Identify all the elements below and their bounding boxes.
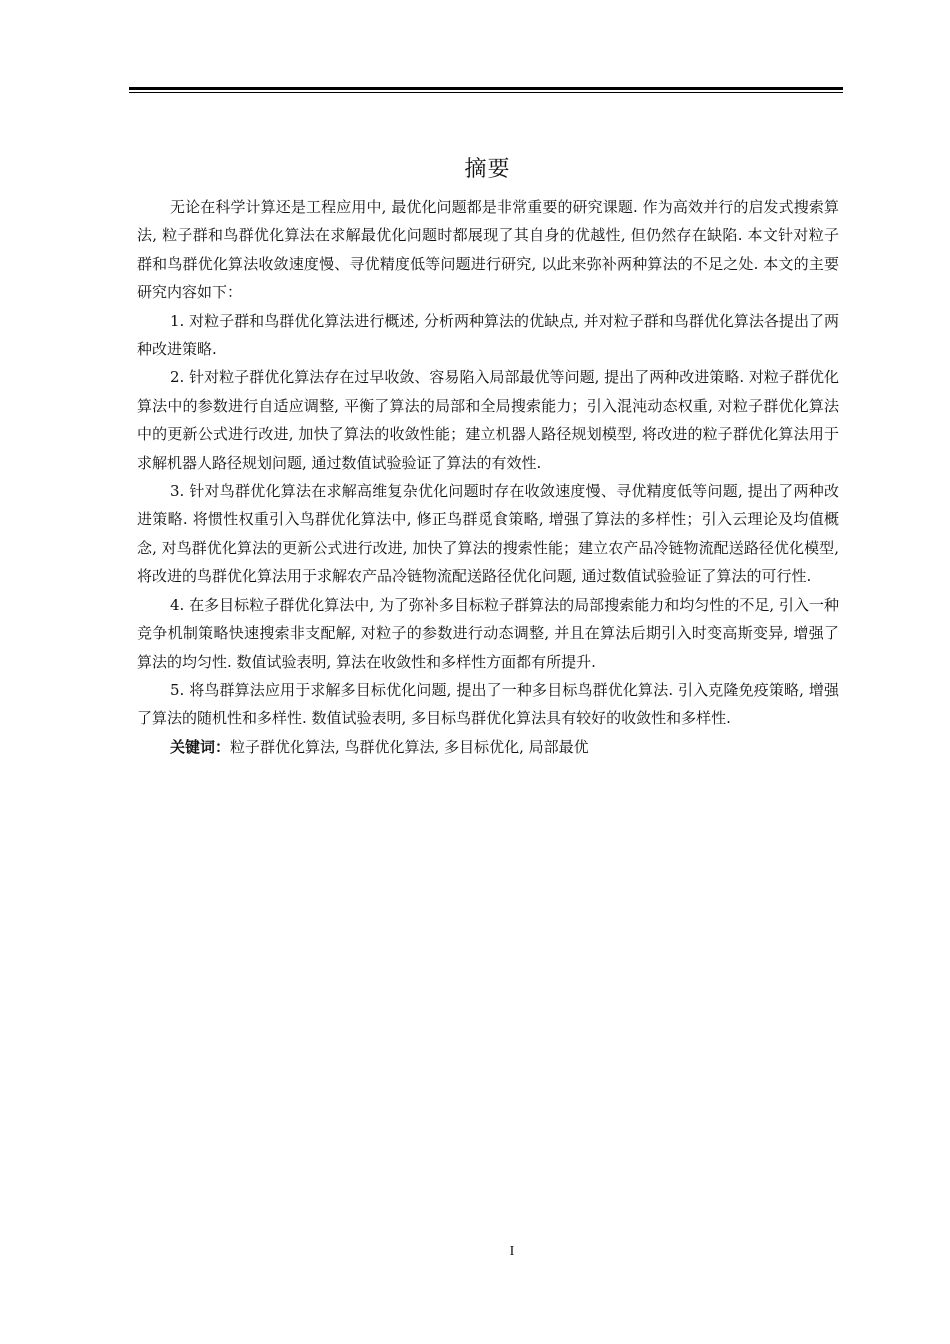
keywords-label: 关键词：: [170, 737, 231, 756]
keywords-text: 粒子群优化算法, 鸟群优化算法, 多目标优化, 局部最优: [230, 737, 589, 756]
abstract-item-1: 1. 对粒子群和鸟群优化算法进行概述, 分析两种算法的优缺点, 并对粒子群和鸟群优化算法各提出了两种改进策略.: [137, 311, 839, 359]
page-title: 摘要: [464, 157, 511, 182]
abstract-item-2: 2. 针对粒子群优化算法存在过早收敛、容易陷入局部最优等问题, 提出了两种改进策略. 对粒子群优化算法中的参数进行自适应调整, 平衡了算法的局部和全局搜索能力；引入混沌动态权重, 对粒子群优化算法中的更新公式进行改进, 加快了算法的收敛性能；建立机器人路径规划模型, 将改进的粒子群优化算法用于求解机器人路径规划问题, 通过数值试验验证了算法的有效性.: [137, 368, 839, 472]
page-number: I: [509, 1244, 515, 1259]
header-rule-thin: [129, 92, 843, 93]
abstract-item-3: 3. 针对鸟群优化算法在求解高维复杂优化问题时存在收敛速度慢、寻优精度低等问题, 提出了两种改进策略. 将惯性权重引入鸟群优化算法中, 修正鸟群觅食策略, 增强了算法的多样性；引入云理论及均值概念, 对鸟群优化算法的更新公式进行改进, 加快了算法的搜索性能；建立农产品冷链物流配送路径优化模型, 将改进的鸟群优化算法用于求解农产品冷链物流配送路径优化问题, 通过数值试验验证了算法的可行性.: [137, 482, 839, 586]
abstract-item-5: 5. 将鸟群算法应用于求解多目标优化问题, 提出了一种多目标鸟群优化算法. 引入克隆免疫策略, 增强了算法的随机性和多样性. 数值试验表明, 多目标鸟群优化算法具有较好的收敛性和多样性.: [137, 680, 839, 728]
keywords-line: [137, 733, 839, 761]
abstract-body: [137, 193, 839, 761]
abstract-item-4: 4. 在多目标粒子群优化算法中, 为了弥补多目标粒子群算法的局部搜索能力和均匀性的不足, 引入一种竞争机制策略快速搜索非支配解, 对粒子的参数进行动态调整, 并且在算法后期引入时变高斯变异, 增强了算法的均匀性. 数值试验表明, 算法在收敛性和多样性方面都有所提升.: [137, 595, 839, 671]
header-rule-thick: [129, 87, 843, 90]
abstract-intro-paragraph: 无论在科学计算还是工程应用中, 最优化问题都是非常重要的研究课题. 作为高效并行的启发式搜索算法, 粒子群和鸟群优化算法在求解最优化问题时都展现了其自身的优越性, 但仍然存在缺陷. 本文针对粒子群和鸟群优化算法收敛速度慢、寻优精度低等问题进行研究, 以此来弥补两种算法的不足之处. 本文的主要研究内容如下：: [137, 198, 839, 302]
